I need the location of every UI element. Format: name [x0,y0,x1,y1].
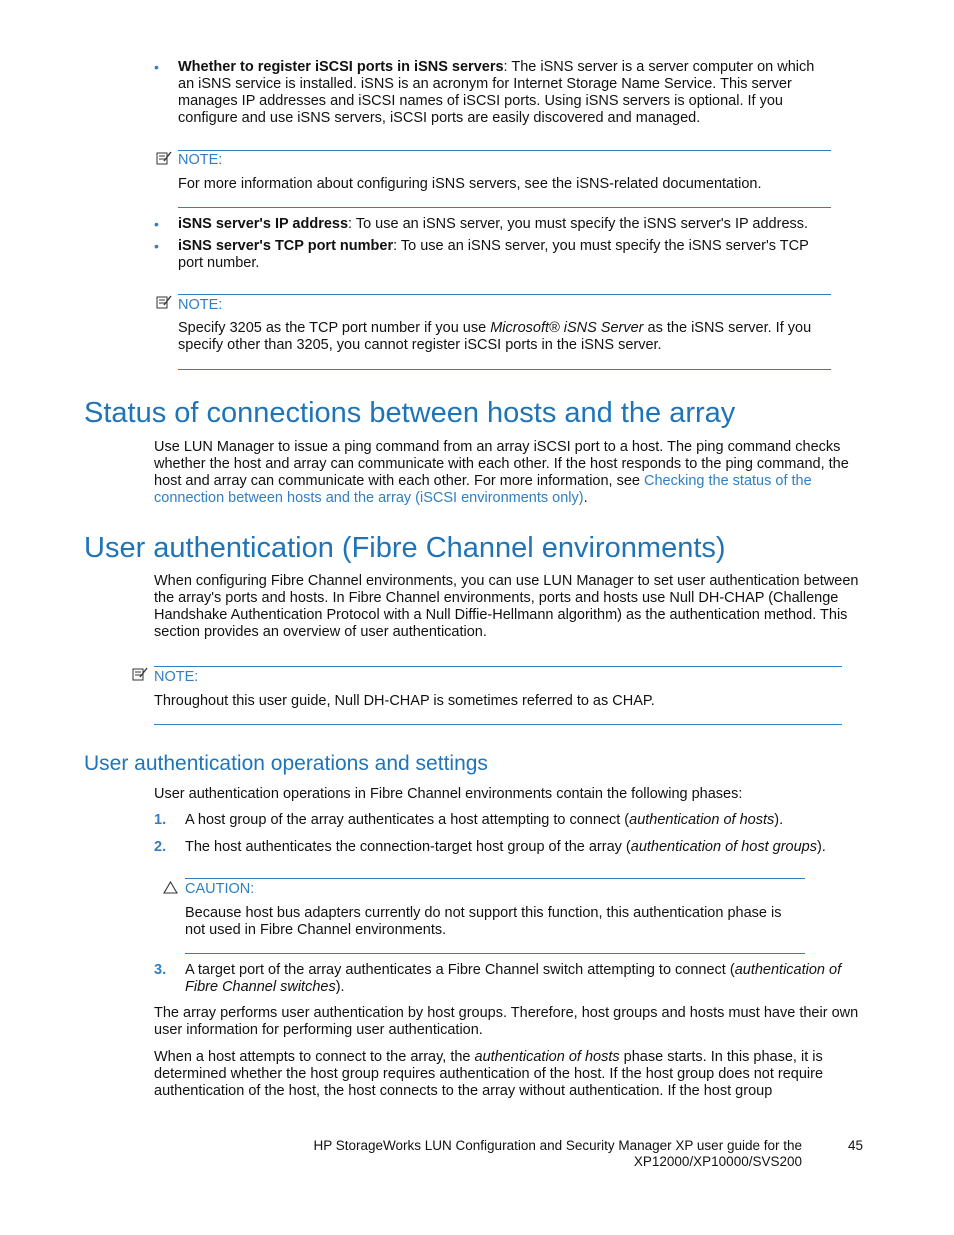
note-text: For more information about configuring iSNS servers, see the iSNS-related documentation. [178,176,762,192]
section-heading: Status of connections between hosts and the array [84,397,736,429]
note-icon [156,151,172,169]
section-body-text: . [583,490,588,506]
footer-title-line: HP StorageWorks LUN Configuration and Security Manager XP user guide for the [313,1138,802,1153]
paragraph-text-part: When a host attempts to connect to the array, the [154,1049,475,1065]
phase-term: authentication of hosts [474,1049,620,1065]
step-number: 2. [154,839,167,855]
section-body: When configuring Fibre Channel environments, you can use LUN Manager to set user authentication between the array's ports and hosts. In Fibre Channel environments, ports and hosts use Null DH-CHAP (Challenge Handshake Authentication Protocol with a Null Diffie-Hellmann algorithm) as the authentication method. This section provides an overview of user authentication. [154,573,859,640]
step-term: authentication of Fibre Channel switches [185,962,842,995]
bullet-term: iSNS server's TCP port number [178,238,394,254]
bullet-isns-tcp [178,238,818,272]
note-rule-top [178,150,831,151]
step-text [185,962,861,996]
bullet-isns-register [178,59,828,127]
bullet-term: Whether to register iSCSI ports in iSNS servers [178,59,504,75]
step-text-part: The host authenticates the connection-target host group of the array ( [185,839,631,855]
note-rule-bottom [154,724,842,725]
caution-icon [163,881,178,898]
step-text [185,839,865,856]
caution-rule-bottom [185,953,805,954]
step-text [185,812,855,829]
page-number: 45 [848,1138,864,1153]
note-text: Throughout this user guide, Null DH-CHAP is sometimes referred to as CHAP. [154,693,655,709]
cross-reference-link[interactable]: Checking the status of the connection between hosts and the array (iSCSI environments only) [154,473,812,506]
note-label: NOTE: [178,297,223,313]
caution-text: Because host bus adapters currently do not support this function, this authentication phase is not used in Fibre Channel environments. [185,905,782,938]
note-rule-top [154,666,842,667]
product-name: Microsoft® iSNS Server [490,320,644,336]
note-label: NOTE: [178,152,223,168]
section-heading: User authentication (Fibre Channel environments) [84,532,726,564]
step-text-part: ). [774,812,784,828]
step-number: 1. [154,812,167,828]
subsection-intro: User authentication operations in Fibre Channel environments contain the following phases: [154,786,743,802]
note-text-part: as the iSNS server. If you specify other than 3205, you cannot register iSCSI ports in the iSNS server. [178,320,812,353]
step-term: authentication of hosts [629,812,775,828]
note-rule-bottom [178,369,831,370]
note-rule-bottom [178,207,831,208]
bullet-text: : To use an iSNS server, you must specify the iSNS server's TCP port number. [178,238,809,271]
bullet-text: : To use an iSNS server, you must specify the iSNS server's IP address. [348,216,809,232]
step-text-part: ). [816,839,826,855]
note-icon [156,295,172,313]
subsection-heading: User authentication operations and settings [84,752,488,775]
footer-title-line: XP12000/XP10000/SVS200 [633,1154,802,1169]
caution-rule-top [185,878,805,879]
step-text-part: A host group of the array authenticates a host attempting to connect ( [185,812,630,828]
footer-title [313,1138,802,1170]
note-rule-top [178,294,831,295]
note-icon [132,667,148,685]
bullet-marker: • [154,238,159,254]
step-text-part: ). [335,979,345,995]
bullet-isns-ip [178,216,838,233]
bullet-text: : The iSNS server is a server computer on which an iSNS service is installed. iSNS is an acronym for Internet Storage Name Service. This server manages IP addresses and iSCSI names of iSCSI ports. Using iSNS servers is optional. If you configure and use iSNS servers, iSCSI ports are easily discovered and managed. [178,59,815,126]
step-text-part: A target port of the array authenticates a Fibre Channel switch attempting to connect ( [185,962,735,978]
note-text-part: Specify 3205 as the TCP port number if you use [178,320,491,336]
bullet-marker: • [154,59,159,75]
caution-label: CAUTION: [185,881,255,897]
note-label: NOTE: [154,669,199,685]
section-body-text: Use LUN Manager to issue a ping command from an array iSCSI port to a host. The ping command checks whether the host and array can communicate with each other. If the host responds to the ping command, the host and array can communicate with each other. For more information, see [154,439,849,489]
paragraph-text-part: phase starts. In this phase, it is determined whether the host group requires authentication of the host. If the host group does not require authentication of the host, the host connects to the array without authentication. If the host group [154,1049,824,1099]
step-number: 3. [154,962,167,978]
note-text [178,320,828,354]
step-term: authentication of host groups [630,839,817,855]
paragraph: The array performs user authentication by host groups. Therefore, host groups and hosts must have their own user information for performing user authentication. [154,1005,859,1038]
bullet-term: iSNS server's IP address [178,216,349,232]
section-body [154,439,859,507]
bullet-marker: • [154,216,159,232]
paragraph [154,1049,859,1100]
